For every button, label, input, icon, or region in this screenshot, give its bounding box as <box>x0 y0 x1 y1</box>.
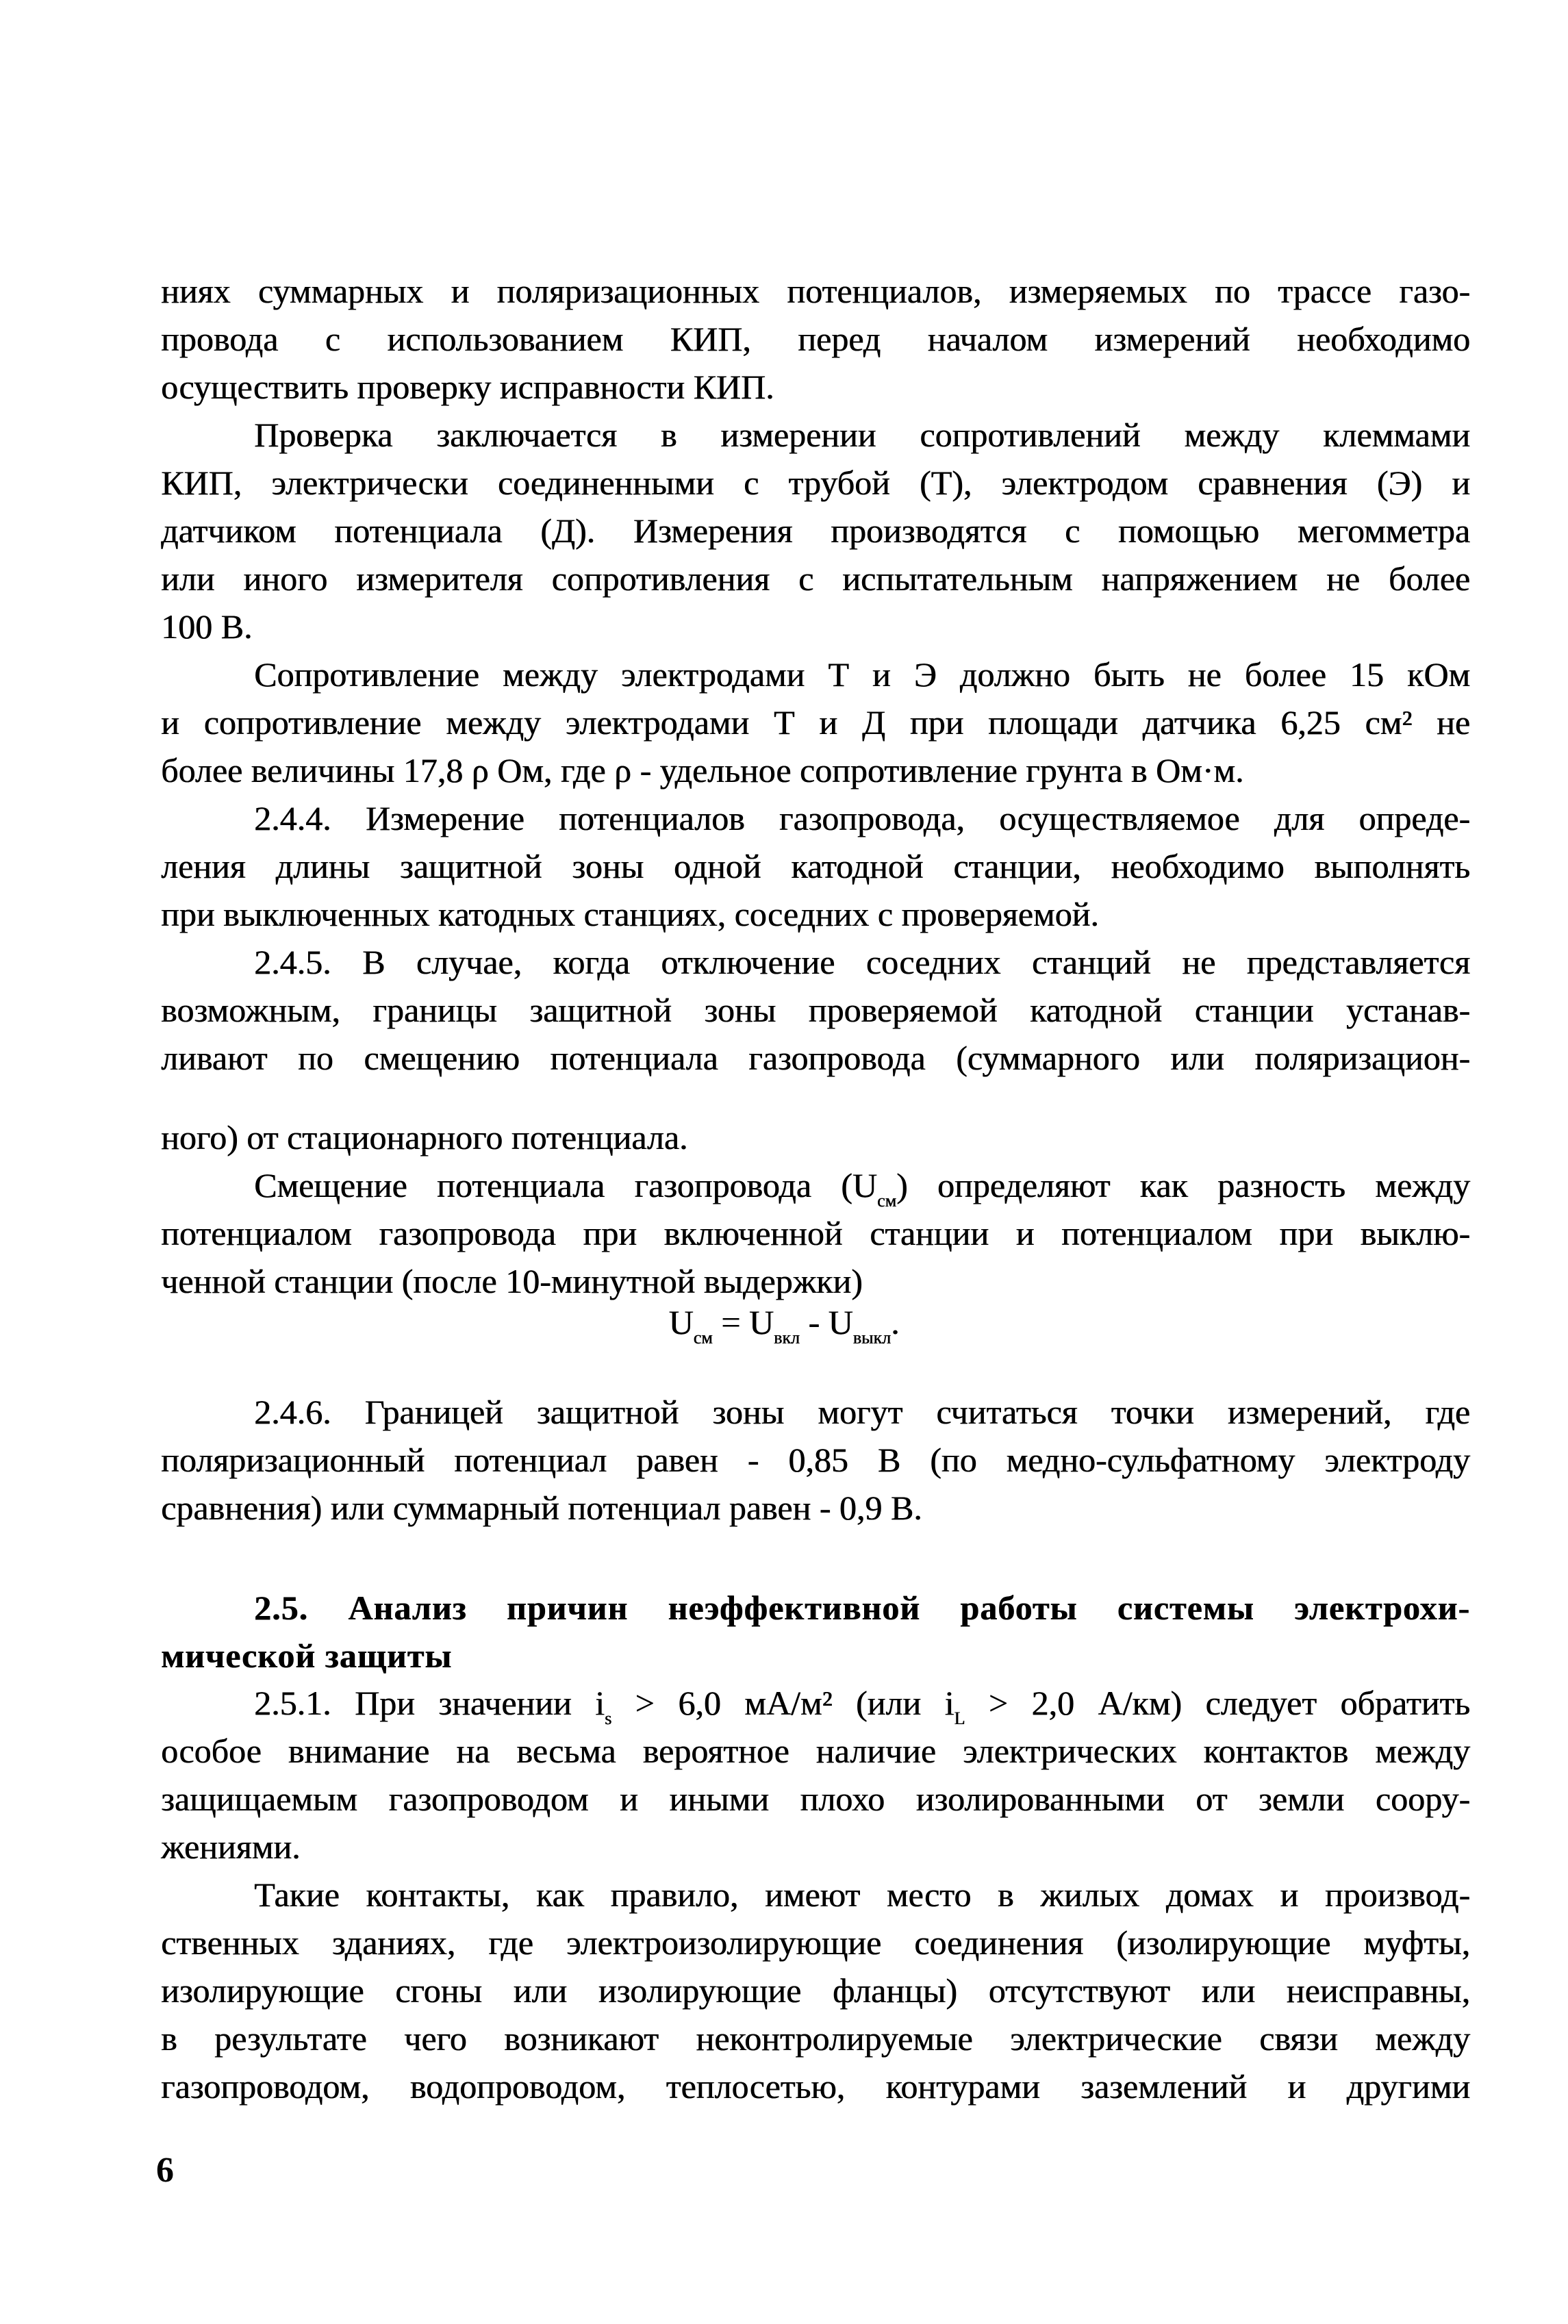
formula-end: . <box>890 1303 900 1341</box>
text-line: при выключенных катодных станциях, соседних с проверяемой. <box>161 895 1099 933</box>
text-line: 2.4.6. Границей защитной зоны могут считаться точки измерений, где <box>254 1393 1470 1431</box>
text-line: потенциалом газопровода при включенной станции и потенциалом при выклю- <box>161 1214 1470 1252</box>
page-number: 6 <box>156 2151 174 2190</box>
text-line: возможным, границы защитной зоны проверяемой катодной станции устанав- <box>161 991 1470 1029</box>
text-line: более величины 17,8 ρ Ом, где ρ - удельное сопротивление грунта в Ом·м. <box>161 751 1244 790</box>
formula-sub: выкл <box>852 1328 891 1348</box>
text-segment: ) определяют как разность между <box>896 1166 1470 1204</box>
text-segment: > 6,0 мА/м² (или i <box>611 1684 954 1722</box>
subscript: s <box>604 1708 612 1728</box>
text-line: ливают по смещению потенциала газопровода (суммарного или поляризацион- <box>161 1039 1470 1077</box>
formula-minus: - <box>799 1303 829 1341</box>
text-line: в результате чего возникают неконтролируемые электрические связи между <box>161 2019 1470 2058</box>
text-line: Такие контакты, как правило, имеют место в жилых домах и производ- <box>254 1875 1470 1914</box>
text-line: или иного измерителя сопротивления с испытательным напряжением не более <box>161 559 1470 598</box>
paragraph-group-2 <box>161 1113 1470 1305</box>
text-line: 2.4.4. Измерение потенциалов газопровода, осуществляемое для опреде- <box>254 799 1470 837</box>
text-line: защищаемым газопроводом и иными плохо изолированными от земли соору- <box>161 1780 1470 1818</box>
paragraph-group-1 <box>161 267 1470 1082</box>
text-segment: > 2,0 А/км) следует обратить <box>965 1684 1470 1722</box>
text-line <box>161 1161 1470 1209</box>
formula <box>0 1298 1568 1346</box>
section-heading <box>161 1584 1470 1680</box>
text-line: газопроводом, водопроводом, теплосетью, контурами заземлений и другими <box>161 2067 1470 2106</box>
subscript: L <box>954 1708 965 1728</box>
text-segment: 2.5.1. При значении i <box>254 1684 605 1722</box>
text-line: сравнения) или суммарный потенциал равен - 0,9 В. <box>161 1489 922 1527</box>
formula-u: U <box>748 1303 774 1341</box>
text-line: поляризационный потенциал равен - 0,85 В (по медно-сульфатному электроду <box>161 1441 1470 1479</box>
text-line: ного) от стационарного потенциала. <box>161 1118 688 1157</box>
text-line: ления длины защитной зоны одной катодной станции, необходимо выполнять <box>161 847 1470 885</box>
text-line: Сопротивление между электродами Т и Э должно быть не более 15 кОм <box>254 655 1470 694</box>
text-line: изолирующие сгоны или изолирующие фланцы) отсутствуют или неисправны, <box>161 1971 1470 2010</box>
text-line: провода с использованием КИП, перед началом измерений необходимо <box>161 320 1470 358</box>
text-line: особое внимание на весьма вероятное наличие электрических контактов между <box>161 1732 1470 1770</box>
paragraph-group-4 <box>161 1679 1470 2110</box>
text-line: датчиком потенциала (Д). Измерения производятся с помощью мегомметра <box>161 511 1470 550</box>
subscript: см <box>876 1191 896 1211</box>
formula-u: U <box>828 1303 853 1341</box>
text-line: КИП, электрически соединенными с трубой (Т), электродом сравнения (Э) и <box>161 464 1470 502</box>
formula-sub: см <box>693 1328 713 1348</box>
text-line: 100 В. <box>161 607 253 646</box>
paragraph-group-3 <box>161 1388 1470 1532</box>
text-line: осуществить проверку исправности КИП. <box>161 368 774 406</box>
text-line: ственных зданиях, где электроизолирующие соединения (изолирующие муфты, <box>161 1923 1470 1962</box>
formula-u: U <box>668 1303 694 1341</box>
text-line <box>161 1679 1470 1727</box>
formula-equals: = <box>712 1303 749 1341</box>
text-line: ниях суммарных и поляризационных потенциалов, измеряемых по трассе газо- <box>161 272 1470 310</box>
text-line: ченной станции (после 10-минутной выдержки) <box>161 1262 863 1300</box>
text-line: Проверка заключается в измерении сопротивлений между клеммами <box>254 416 1470 454</box>
text-segment: Смещение потенциала газопровода (U <box>254 1166 877 1204</box>
text-line: 2.5. Анализ причин неэффективной работы системы электрохи- <box>254 1589 1470 1627</box>
text-line: жениями. <box>161 1828 301 1866</box>
text-line: и сопротивление между электродами Т и Д при площади датчика 6,25 см² не <box>161 703 1470 742</box>
text-line: 2.4.5. В случае, когда отключение соседних станций не представляется <box>254 943 1470 981</box>
formula-sub: вкл <box>773 1328 800 1348</box>
text-line: мической защиты <box>161 1637 453 1675</box>
